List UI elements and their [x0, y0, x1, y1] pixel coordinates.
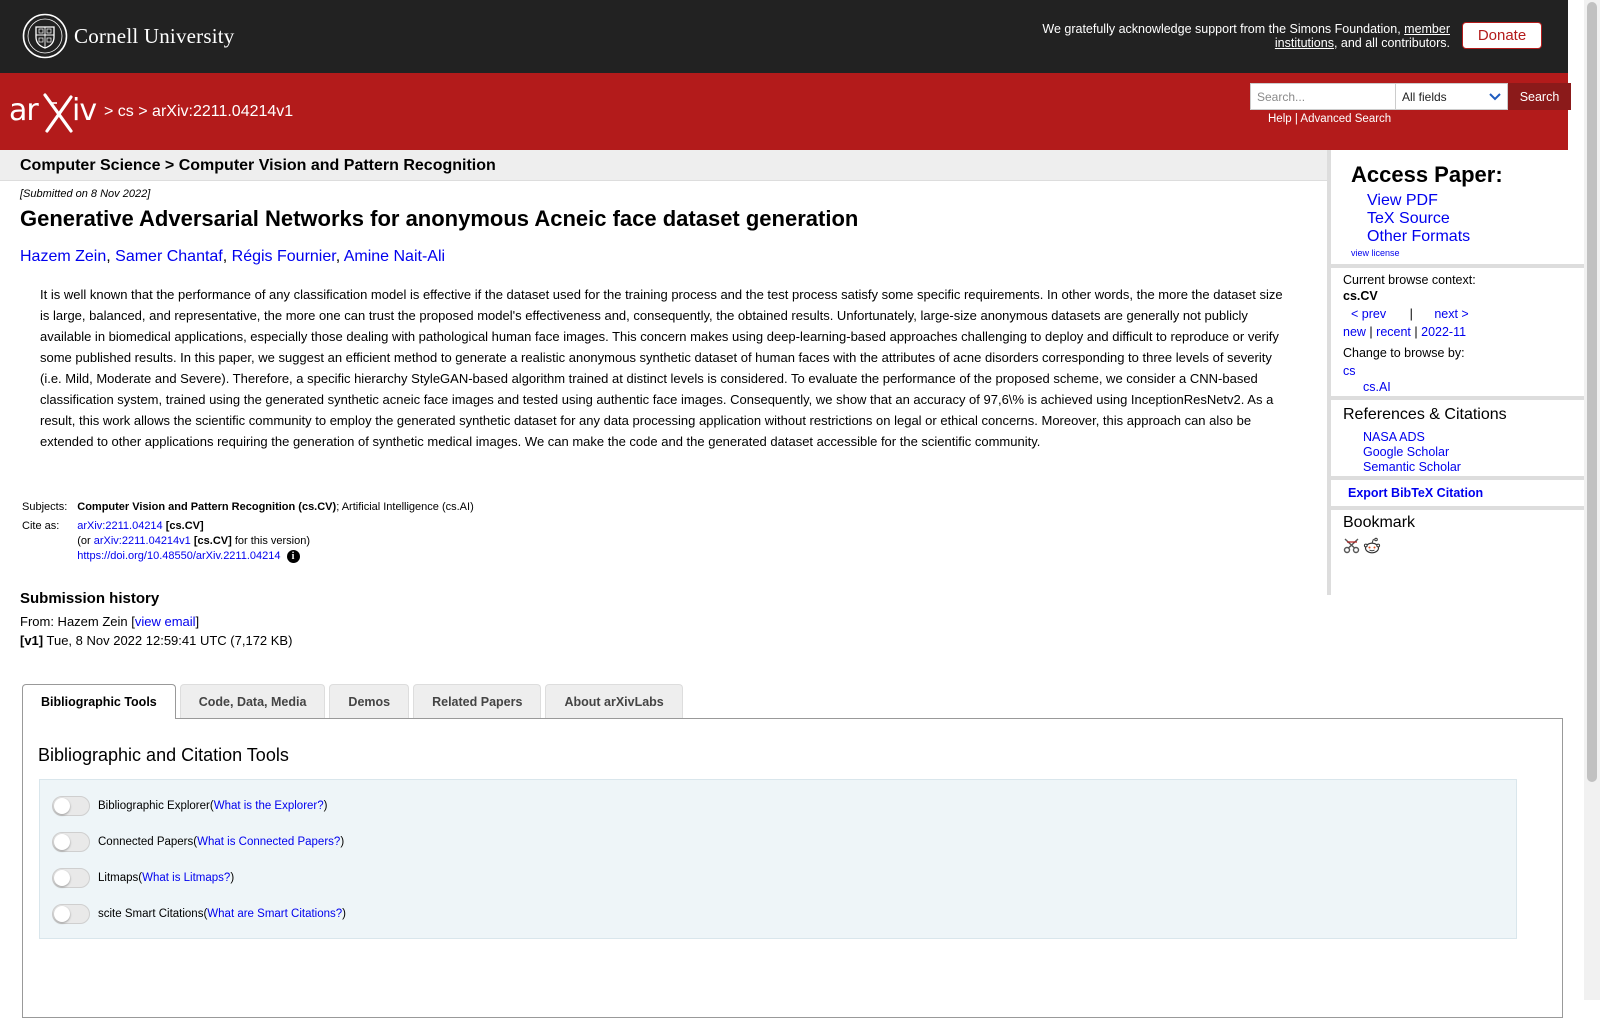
bookmark-icons [1343, 537, 1381, 555]
scite-toggle[interactable] [52, 904, 90, 924]
tab-code-data-media[interactable]: Code, Data, Media [180, 684, 326, 718]
author-link[interactable]: Régis Fournier [231, 248, 336, 265]
nasa-ads-link[interactable]: NASA ADS [1363, 430, 1425, 444]
submission-from: From: Hazem Zein [view email] [20, 614, 200, 629]
subjects-label: Subjects: [22, 501, 68, 513]
abstract: It is well known that the performance of any classification model is effective if the dataset used for the training process and the test process satisfy some specific requirements. In other words, the more the dataset size is large, balanced, and representative, the more one can trust the proposed model's effectiveness and, consequently, the obtained results. Unfortunately, large-size anonymous datasets are generally not publicly available in biomedical applications, especially those dealing with pathological human face images. This concern makes using deep-learning-based approaches challenging to deploy and difficult to reproduce or verify some published results. In this paper, we suggest an efficient method to generate a realistic anonymous synthetic dataset of human faces with the attributes of acne disorders corresponding to three levels of severity (i.e. Mild, Moderate and Severe). Therefore, a specific hierarchy StyleGAN-based algorithm trained at distinct levels is considered. To evaluate the performance of the proposed scheme, we consider a CNN-based classification system, trained using the generated synthetic acneic face images and tested using authentic face images. Consequently, we show that an accuracy of 97,6\% is achieved using InceptionResNetv2. As a result, this work allows the scientific community to employ the generated synthetic dataset for any data processing application without restrictions on legal or ethical concerns. Moreover, this approach can also be extended to other applications requiring the generation of synthetic medical images. We can make the code and the generated dataset accessible for the scientific community. [40, 287, 1283, 449]
svg-text:ar: ar [9, 93, 38, 128]
reddit-bookmark-icon[interactable] [1363, 537, 1381, 555]
other-formats-link[interactable]: Other Formats [1367, 228, 1471, 245]
access-links [1367, 192, 1470, 246]
semantic-scholar-link[interactable]: Semantic Scholar [1363, 460, 1461, 474]
google-scholar-link[interactable]: Google Scholar [1363, 445, 1450, 459]
cite-version-link[interactable]: arXiv:2211.04214v1 [93, 535, 191, 547]
view-pdf-link[interactable]: View PDF [1367, 192, 1438, 209]
cite-value: arXiv:2211.04214 [cs.CV] (or arXiv:2211.04214v1 [cs.CV] for this version) https://doi.org/10.48550/arXiv.2211.04214 i [77, 520, 311, 562]
breadcrumb: > cs > arXiv:2211.04214v1 [104, 103, 294, 120]
metadata-table [20, 498, 478, 566]
sidebar-divider [1331, 264, 1585, 268]
labs-tabs [22, 684, 687, 719]
scissors-bookmark-icon[interactable] [1343, 537, 1361, 555]
submission-history-heading: Submission history [20, 590, 160, 607]
sidebar-divider [1331, 506, 1585, 510]
references-heading: References & Citations [1343, 406, 1507, 423]
member-institutions-link[interactable]: member institutions [1274, 22, 1450, 50]
tab-about-arxivlabs[interactable]: About arXivLabs [545, 684, 682, 718]
cornell-top-bar [0, 0, 1568, 73]
litmaps-toggle[interactable] [52, 868, 90, 888]
month-link[interactable]: 2022-11 [1421, 325, 1467, 339]
recent-link[interactable]: recent [1376, 325, 1411, 339]
search-input[interactable] [1250, 83, 1396, 110]
paper-title: Generative Adversarial Networks for anonymous Acneic face dataset generation [20, 206, 859, 231]
author-link[interactable]: Amine Nait-Ali [343, 248, 446, 265]
prev-link[interactable]: < prev [1351, 307, 1387, 321]
search-links: Help | Advanced Search [1268, 113, 1392, 125]
sidebar-divider [1331, 396, 1585, 400]
sidebar-divider [1331, 476, 1585, 480]
breadcrumb-paper-id: arXiv:2211.04214v1 [152, 103, 294, 120]
donate-button[interactable]: Donate [1462, 22, 1542, 49]
tab-demos[interactable]: Demos [329, 684, 409, 718]
chevron-down-icon [1489, 93, 1501, 101]
author-link[interactable]: Samer Chantaf [115, 248, 223, 265]
support-acknowledgement: We gratefully acknowledge support from the Simons Foundation, member institutions, and all contributors. [1042, 22, 1450, 50]
right-sidebar [1327, 150, 1585, 595]
what-is-litmaps-link[interactable]: What is Litmaps? [142, 872, 231, 884]
help-link[interactable]: Help [1268, 113, 1292, 125]
tab-bibliographic-tools[interactable]: Bibliographic Tools [22, 684, 176, 719]
view-license-link[interactable]: view license [1351, 248, 1400, 258]
tool-row-bibliographic-explorer: Bibliographic Explorer ( What is the Explorer? ) [52, 796, 328, 816]
cite-label: Cite as: [22, 520, 60, 532]
tab-panel [22, 718, 1563, 1018]
tool-row-scite: scite Smart Citations ( What are Smart Citations? ) [52, 904, 346, 924]
search-button[interactable]: Search [1508, 83, 1571, 110]
tools-list [39, 779, 1517, 939]
browse-context: Current browse context: cs.CV < prev | next > new | recent | 2022-11 Change to browse by: cs cs.AI [1343, 273, 1476, 394]
cornell-wordmark: Cornell University [74, 23, 235, 48]
version-entry: [v1] Tue, 8 Nov 2022 12:59:41 UTC (7,172 KB) [20, 633, 293, 648]
export-bibtex-link[interactable]: Export BibTeX Citation [1348, 486, 1484, 500]
bibliographic-explorer-toggle[interactable] [52, 796, 90, 816]
tools-heading: Bibliographic and Citation Tools [38, 745, 289, 765]
browse-cs-link[interactable]: cs [1343, 364, 1356, 378]
next-link[interactable]: next > [1434, 307, 1469, 321]
search-form [1250, 83, 1571, 110]
advanced-search-link[interactable]: Advanced Search [1300, 113, 1392, 125]
tool-row-connected-papers: Connected Papers ( What is Connected Papers? ) [52, 832, 344, 852]
new-link[interactable]: new [1343, 325, 1366, 339]
submission-dateline: [Submitted on 8 Nov 2022] [20, 188, 151, 200]
search-field-select[interactable]: All fields [1396, 83, 1508, 110]
subjects-value: Computer Vision and Pattern Recognition (cs.CV); Artificial Intelligence (cs.AI) [77, 501, 474, 513]
what-is-connected-papers-link[interactable]: What is Connected Papers? [197, 836, 341, 848]
category-bar [0, 150, 1327, 181]
cornell-seal-icon [22, 13, 68, 59]
doi-link[interactable]: https://doi.org/10.48550/arXiv.2211.04214 [77, 550, 281, 562]
info-icon[interactable]: i [287, 550, 300, 563]
view-email-link[interactable]: view email [134, 614, 196, 629]
connected-papers-toggle[interactable] [52, 832, 90, 852]
what-are-smart-citations-link[interactable]: What are Smart Citations? [207, 908, 343, 920]
arxiv-header [0, 73, 1568, 150]
browse-context-value: cs.CV [1343, 289, 1378, 303]
scrollbar-thumb[interactable] [1587, 2, 1597, 782]
svg-text:iv: iv [72, 93, 97, 128]
cite-arxiv-link[interactable]: arXiv:2211.04214 [77, 520, 163, 532]
what-is-explorer-link[interactable]: What is the Explorer? [213, 800, 324, 812]
references-links [1363, 430, 1461, 475]
tool-row-litmaps: Litmaps ( What is Litmaps? ) [52, 868, 234, 888]
author-link[interactable]: Hazem Zein [20, 248, 107, 265]
tab-related-papers[interactable]: Related Papers [413, 684, 541, 718]
tex-source-link[interactable]: TeX Source [1367, 210, 1450, 227]
arxiv-logo[interactable] [9, 91, 101, 133]
category-heading: Computer Science > Computer Vision and Pattern Recognition [20, 157, 496, 174]
access-paper-heading: Access Paper: [1351, 162, 1503, 187]
vertical-scrollbar[interactable] [1584, 0, 1600, 1000]
breadcrumb-cs-link[interactable]: cs [117, 103, 134, 120]
bookmark-heading: Bookmark [1343, 514, 1416, 531]
author-list: Hazem Zein, Samer Chantaf, Régis Fournier, Amine Nait-Ali [20, 248, 446, 265]
cornell-logo-link[interactable] [22, 13, 235, 59]
browse-csai-link[interactable]: cs.AI [1363, 380, 1391, 394]
